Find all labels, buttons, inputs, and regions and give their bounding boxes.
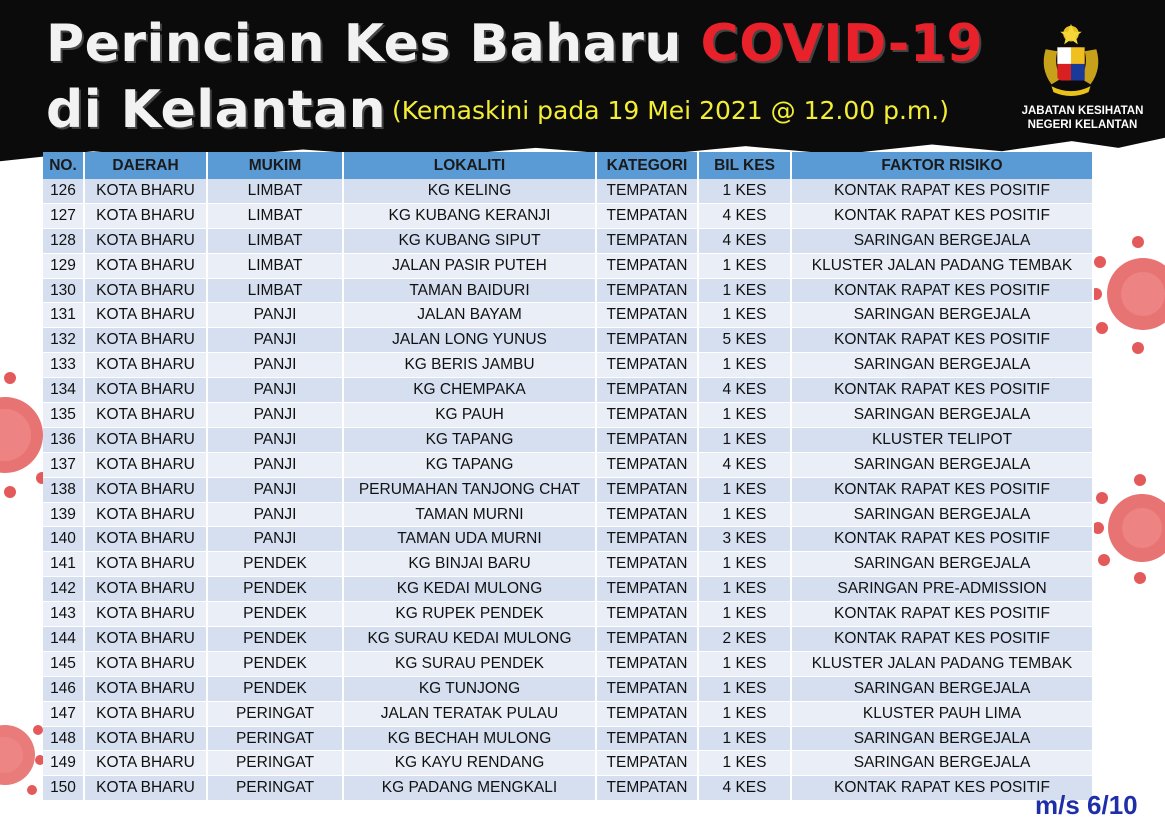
column-header-mukim: MUKIM [207,152,343,179]
cell-kategori: TEMPATAN [596,602,698,627]
virus-icon [0,700,45,810]
cell-faktor-risiko: KLUSTER PAUH LIMA [791,701,1093,726]
cell-lokaliti: JALAN LONG YUNUS [343,328,596,353]
cell-bil-kes: 1 KES [698,726,791,751]
cell-faktor-risiko: SARINGAN BERGEJALA [791,552,1093,577]
cell-faktor-risiko: KONTAK RAPAT KES POSITIF [791,776,1093,801]
cell-mukim: LIMBAT [207,228,343,253]
cell-daerah: KOTA BHARU [84,179,207,203]
cell-lokaliti: JALAN TERATAK PULAU [343,701,596,726]
cell-daerah: KOTA BHARU [84,477,207,502]
cell-bil-kes: 1 KES [698,577,791,602]
cell-kategori: TEMPATAN [596,502,698,527]
cell-bil-kes: 1 KES [698,552,791,577]
table-row [43,378,1093,403]
cell-kategori: TEMPATAN [596,403,698,428]
cell-faktor-risiko: SARINGAN BERGEJALA [791,751,1093,776]
cell-kategori: TEMPATAN [596,278,698,303]
cell-bil-kes: 1 KES [698,651,791,676]
cell-mukim: PENDEK [207,577,343,602]
cell-no: 126 [43,179,84,203]
cell-daerah: KOTA BHARU [84,651,207,676]
cell-faktor-risiko: KLUSTER TELIPOT [791,427,1093,452]
cell-faktor-risiko: KONTAK RAPAT KES POSITIF [791,179,1093,203]
table-row [43,602,1093,627]
cell-daerah: KOTA BHARU [84,403,207,428]
cell-lokaliti: KG TAPANG [343,452,596,477]
cell-mukim: PERINGAT [207,701,343,726]
cell-no: 141 [43,552,84,577]
cell-mukim: PANJI [207,353,343,378]
cell-mukim: LIMBAT [207,179,343,203]
cell-lokaliti: KG TAPANG [343,427,596,452]
cell-lokaliti: TAMAN MURNI [343,502,596,527]
cell-kategori: TEMPATAN [596,627,698,652]
table-row [43,651,1093,676]
cell-no: 149 [43,751,84,776]
table-row [43,452,1093,477]
cell-faktor-risiko: SARINGAN BERGEJALA [791,303,1093,328]
case-details-table [43,152,1094,801]
cell-mukim: PENDEK [207,651,343,676]
cell-kategori: TEMPATAN [596,303,698,328]
cell-kategori: TEMPATAN [596,577,698,602]
cell-lokaliti: TAMAN BAIDURI [343,278,596,303]
cell-bil-kes: 1 KES [698,477,791,502]
table-row [43,776,1093,801]
cell-lokaliti: KG KAYU RENDANG [343,751,596,776]
cell-no: 140 [43,527,84,552]
table-body [43,179,1093,801]
cell-faktor-risiko: SARINGAN BERGEJALA [791,502,1093,527]
page-title-line1 [46,14,983,74]
cell-daerah: KOTA BHARU [84,278,207,303]
cell-kategori: TEMPATAN [596,452,698,477]
cell-daerah: KOTA BHARU [84,676,207,701]
cell-daerah: KOTA BHARU [84,627,207,652]
update-subtitle: (Kemaskini pada 19 Mei 2021 @ 12.00 p.m.) [392,96,949,125]
table-row [43,751,1093,776]
table-row [43,303,1093,328]
cell-bil-kes: 4 KES [698,203,791,228]
cell-no: 148 [43,726,84,751]
table-row [43,228,1093,253]
cell-no: 134 [43,378,84,403]
page-title-line2: di Kelantan [46,80,387,140]
cell-faktor-risiko: KONTAK RAPAT KES POSITIF [791,602,1093,627]
table-header-row [43,152,1093,179]
cell-daerah: KOTA BHARU [84,427,207,452]
cell-no: 129 [43,253,84,278]
column-header-lokaliti: LOKALITI [343,152,596,179]
column-header-kategori: KATEGORI [596,152,698,179]
cell-kategori: TEMPATAN [596,726,698,751]
department-line1: JABATAN KESIHATAN [1021,105,1144,117]
cell-mukim: PERINGAT [207,776,343,801]
virus-icon [1088,232,1165,357]
cell-no: 133 [43,353,84,378]
column-header-no: NO. [43,152,84,179]
cell-kategori: TEMPATAN [596,328,698,353]
cell-mukim: PERINGAT [207,751,343,776]
cell-lokaliti: KG KELING [343,179,596,203]
cell-kategori: TEMPATAN [596,552,698,577]
cell-bil-kes: 1 KES [698,253,791,278]
cell-bil-kes: 3 KES [698,527,791,552]
table-row [43,403,1093,428]
cell-kategori: TEMPATAN [596,776,698,801]
cell-daerah: KOTA BHARU [84,751,207,776]
cell-lokaliti: KG KEDAI MULONG [343,577,596,602]
cell-daerah: KOTA BHARU [84,577,207,602]
cell-mukim: LIMBAT [207,203,343,228]
cell-faktor-risiko: KONTAK RAPAT KES POSITIF [791,278,1093,303]
cell-daerah: KOTA BHARU [84,328,207,353]
cell-kategori: TEMPATAN [596,701,698,726]
table-row [43,278,1093,303]
cell-daerah: KOTA BHARU [84,502,207,527]
table-row [43,552,1093,577]
cell-daerah: KOTA BHARU [84,452,207,477]
cell-faktor-risiko: KONTAK RAPAT KES POSITIF [791,328,1093,353]
cell-kategori: TEMPATAN [596,477,698,502]
cell-bil-kes: 1 KES [698,751,791,776]
table-row [43,527,1093,552]
cell-kategori: TEMPATAN [596,751,698,776]
cell-bil-kes: 1 KES [698,676,791,701]
cell-lokaliti: KG PAUH [343,403,596,428]
cell-kategori: TEMPATAN [596,353,698,378]
table-row [43,353,1093,378]
cell-no: 132 [43,328,84,353]
cell-mukim: PANJI [207,427,343,452]
cell-lokaliti: KG SURAU KEDAI MULONG [343,627,596,652]
cell-bil-kes: 1 KES [698,701,791,726]
cell-daerah: KOTA BHARU [84,726,207,751]
cell-lokaliti: KG KUBANG KERANJI [343,203,596,228]
cell-kategori: TEMPATAN [596,676,698,701]
table-row [43,726,1093,751]
cell-daerah: KOTA BHARU [84,228,207,253]
cell-mukim: PENDEK [207,676,343,701]
cell-mukim: PANJI [207,502,343,527]
department-line2: NEGERI KELANTAN [1027,119,1138,131]
table-row [43,427,1093,452]
cell-bil-kes: 1 KES [698,353,791,378]
cell-mukim: PANJI [207,378,343,403]
cell-bil-kes: 4 KES [698,452,791,477]
cell-no: 144 [43,627,84,652]
cell-faktor-risiko: SARINGAN BERGEJALA [791,452,1093,477]
table-row [43,577,1093,602]
cell-mukim: PENDEK [207,552,343,577]
cell-bil-kes: 1 KES [698,278,791,303]
table-row [43,328,1093,353]
cell-mukim: PANJI [207,477,343,502]
cell-daerah: KOTA BHARU [84,303,207,328]
department-name [1010,104,1155,132]
cell-bil-kes: 2 KES [698,627,791,652]
cell-faktor-risiko: SARINGAN BERGEJALA [791,228,1093,253]
cell-faktor-risiko: KLUSTER JALAN PADANG TEMBAK [791,253,1093,278]
cell-bil-kes: 4 KES [698,378,791,403]
cell-mukim: PANJI [207,527,343,552]
table-row [43,179,1093,203]
cell-kategori: TEMPATAN [596,228,698,253]
table-row [43,477,1093,502]
cell-bil-kes: 1 KES [698,179,791,203]
table-row [43,203,1093,228]
cell-faktor-risiko: SARINGAN BERGEJALA [791,676,1093,701]
cell-lokaliti: JALAN BAYAM [343,303,596,328]
cell-mukim: PANJI [207,328,343,353]
cell-no: 142 [43,577,84,602]
cell-daerah: KOTA BHARU [84,776,207,801]
column-header-bil-kes: BIL KES [698,152,791,179]
cell-mukim: PANJI [207,303,343,328]
cell-faktor-risiko: KLUSTER JALAN PADANG TEMBAK [791,651,1093,676]
title-accent: COVID-19 [700,14,984,74]
cell-mukim: PENDEK [207,627,343,652]
cell-lokaliti: KG SURAU PENDEK [343,651,596,676]
cell-kategori: TEMPATAN [596,651,698,676]
cell-faktor-risiko: KONTAK RAPAT KES POSITIF [791,378,1093,403]
cell-lokaliti: KG CHEMPAKA [343,378,596,403]
cell-bil-kes: 1 KES [698,502,791,527]
cell-daerah: KOTA BHARU [84,602,207,627]
table-row [43,253,1093,278]
cell-daerah: KOTA BHARU [84,353,207,378]
cell-mukim: LIMBAT [207,253,343,278]
cell-no: 131 [43,303,84,328]
coat-of-arms-icon [1032,20,1110,98]
cell-bil-kes: 1 KES [698,602,791,627]
table-row [43,502,1093,527]
cell-bil-kes: 5 KES [698,328,791,353]
cell-kategori: TEMPATAN [596,203,698,228]
cell-mukim: PANJI [207,403,343,428]
cell-lokaliti: TAMAN UDA MURNI [343,527,596,552]
cell-faktor-risiko: KONTAK RAPAT KES POSITIF [791,203,1093,228]
page-number: m/s 6/10 [1035,790,1138,820]
virus-icon [1090,470,1165,590]
cell-no: 147 [43,701,84,726]
cell-lokaliti: KG KUBANG SIPUT [343,228,596,253]
cell-lokaliti: KG PADANG MENGKALI [343,776,596,801]
cell-faktor-risiko: SARINGAN BERGEJALA [791,726,1093,751]
cell-kategori: TEMPATAN [596,378,698,403]
cell-lokaliti: KG TUNJONG [343,676,596,701]
cell-no: 143 [43,602,84,627]
cell-faktor-risiko: KONTAK RAPAT KES POSITIF [791,477,1093,502]
cell-no: 139 [43,502,84,527]
cell-no: 150 [43,776,84,801]
cell-bil-kes: 4 KES [698,228,791,253]
title-part1: Perincian Kes Baharu [46,14,701,74]
cell-no: 137 [43,452,84,477]
cell-no: 146 [43,676,84,701]
cell-kategori: TEMPATAN [596,527,698,552]
table-row [43,627,1093,652]
cell-lokaliti: JALAN PASIR PUTEH [343,253,596,278]
cell-mukim: PANJI [207,452,343,477]
cell-daerah: KOTA BHARU [84,378,207,403]
cell-faktor-risiko: SARINGAN BERGEJALA [791,403,1093,428]
column-header-daerah: DAERAH [84,152,207,179]
cell-lokaliti: KG BINJAI BARU [343,552,596,577]
cell-bil-kes: 4 KES [698,776,791,801]
cell-daerah: KOTA BHARU [84,203,207,228]
cell-no: 138 [43,477,84,502]
cell-mukim: LIMBAT [207,278,343,303]
cell-no: 136 [43,427,84,452]
cell-lokaliti: KG RUPEK PENDEK [343,602,596,627]
cell-bil-kes: 1 KES [698,303,791,328]
cell-lokaliti: KG BERIS JAMBU [343,353,596,378]
cell-no: 135 [43,403,84,428]
cell-mukim: PERINGAT [207,726,343,751]
cell-kategori: TEMPATAN [596,427,698,452]
table-row [43,701,1093,726]
cell-faktor-risiko: SARINGAN BERGEJALA [791,353,1093,378]
cell-daerah: KOTA BHARU [84,253,207,278]
cell-mukim: PENDEK [207,602,343,627]
cell-no: 145 [43,651,84,676]
cell-faktor-risiko: SARINGAN PRE-ADMISSION [791,577,1093,602]
cell-daerah: KOTA BHARU [84,701,207,726]
cell-no: 127 [43,203,84,228]
column-header-faktor-risiko: FAKTOR RISIKO [791,152,1093,179]
cell-daerah: KOTA BHARU [84,552,207,577]
cell-bil-kes: 1 KES [698,427,791,452]
cell-kategori: TEMPATAN [596,179,698,203]
cell-lokaliti: KG BECHAH MULONG [343,726,596,751]
table-row [43,676,1093,701]
cell-daerah: KOTA BHARU [84,527,207,552]
cell-lokaliti: PERUMAHAN TANJONG CHAT [343,477,596,502]
cell-kategori: TEMPATAN [596,253,698,278]
cell-faktor-risiko: KONTAK RAPAT KES POSITIF [791,527,1093,552]
cell-faktor-risiko: KONTAK RAPAT KES POSITIF [791,627,1093,652]
cell-no: 128 [43,228,84,253]
cell-no: 130 [43,278,84,303]
cell-bil-kes: 1 KES [698,403,791,428]
